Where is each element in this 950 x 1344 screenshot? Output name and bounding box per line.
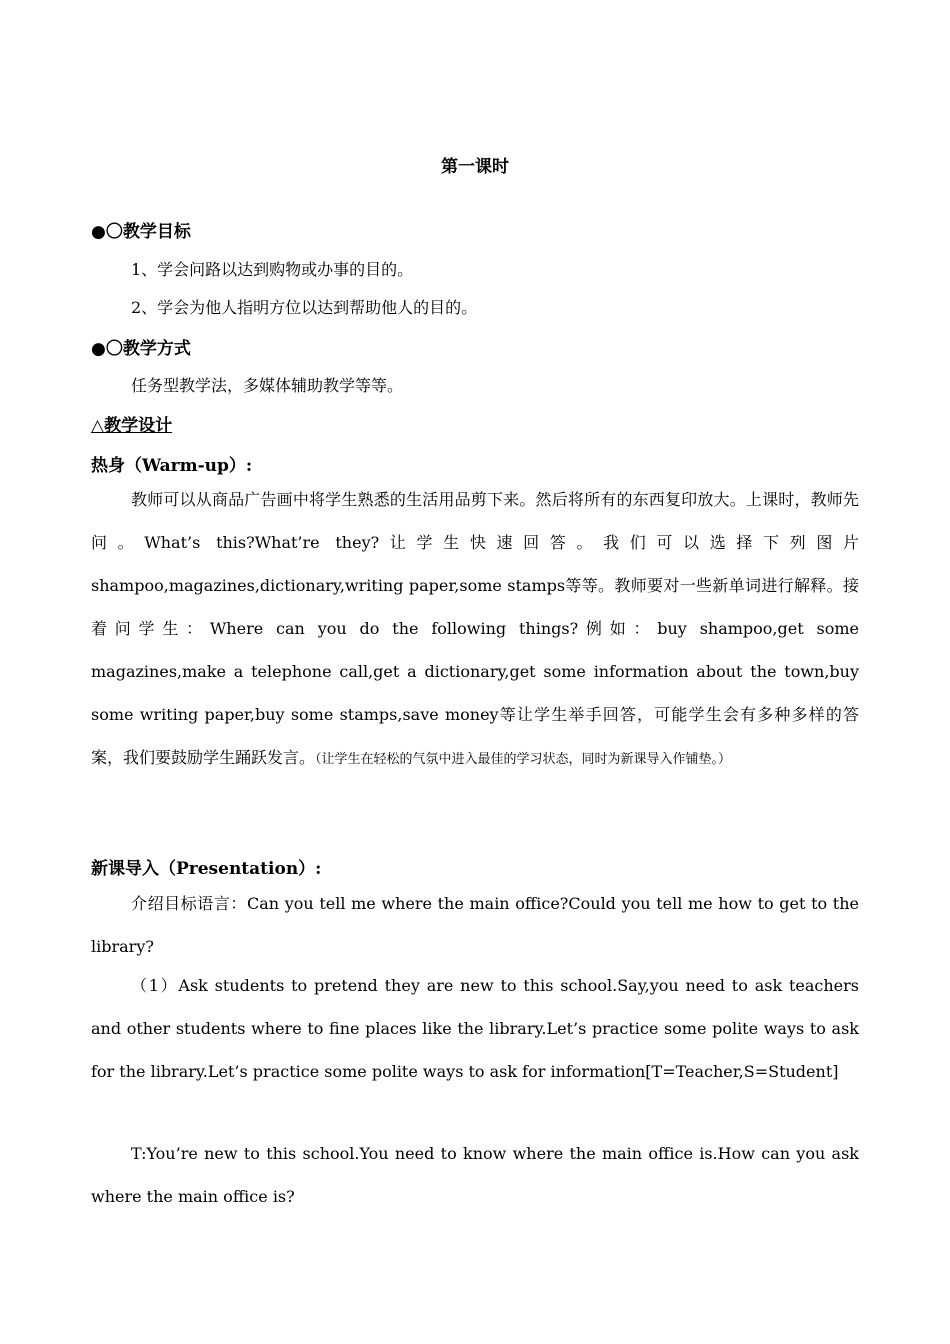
goals-heading: ●〇教学目标 [91, 222, 191, 242]
goal-item-1: 1、学会问路以达到购物或办事的目的。 [131, 260, 414, 279]
presentation-step-1: （1）Ask students to pretend they are new to this school.Say,you need to ask teachers and other students where to fine places like the library.Let’s practice some polite ways to ask for the library.Let’s practice some polite ways to ask for information[T=Teacher,S=Student] [91, 976, 859, 1081]
methods-heading: ●〇教学方式 [91, 339, 191, 359]
warmup-paragraph [91, 478, 859, 781]
presentation-dialog: T:You’re new to this school.You need to know where the main office is.How can you ask where the main office is? [91, 1144, 859, 1206]
design-heading: △教学设计 [91, 416, 173, 436]
warmup-heading: 热身（Warm-up）: [91, 456, 253, 476]
presentation-intro: 介绍目标语言：Can you tell me where the main office?Could you tell me how to get to the library? [91, 894, 859, 956]
goal-item-2: 2、学会为他人指明方位以达到帮助他人的目的。 [131, 298, 478, 317]
warmup-note: （让学生在轻松的气氛中进入最佳的学习状态，同时为新课导入作铺垫。） [315, 752, 732, 767]
lesson-title: 第一课时 [441, 157, 509, 177]
warmup-text: 教师可以从商品广告画中将学生熟悉的生活用品剪下来。然后将所有的东西复印放大。上课时，教师先问。What’s this?What’re they?让学生快速回答。我们可以选择下列图片shampoo,magazines,dictionary,writing paper,some stamps等等。教师要对一些新单词进行解释。接着问学生：Where can you do the following things?例如：buy shampoo,get some magazines,make a telephone call,get a dictionary,get some information about the town,buy some writing paper,buy some stamps,save money等让学生举手回答，可能学生会有多种多样的答案，我们要鼓励学生踊跃发言。 [91, 490, 859, 767]
methods-text: 任务型教学法，多媒体辅助教学等等。 [131, 376, 404, 395]
presentation-heading: 新课导入（Presentation）: [91, 859, 322, 879]
